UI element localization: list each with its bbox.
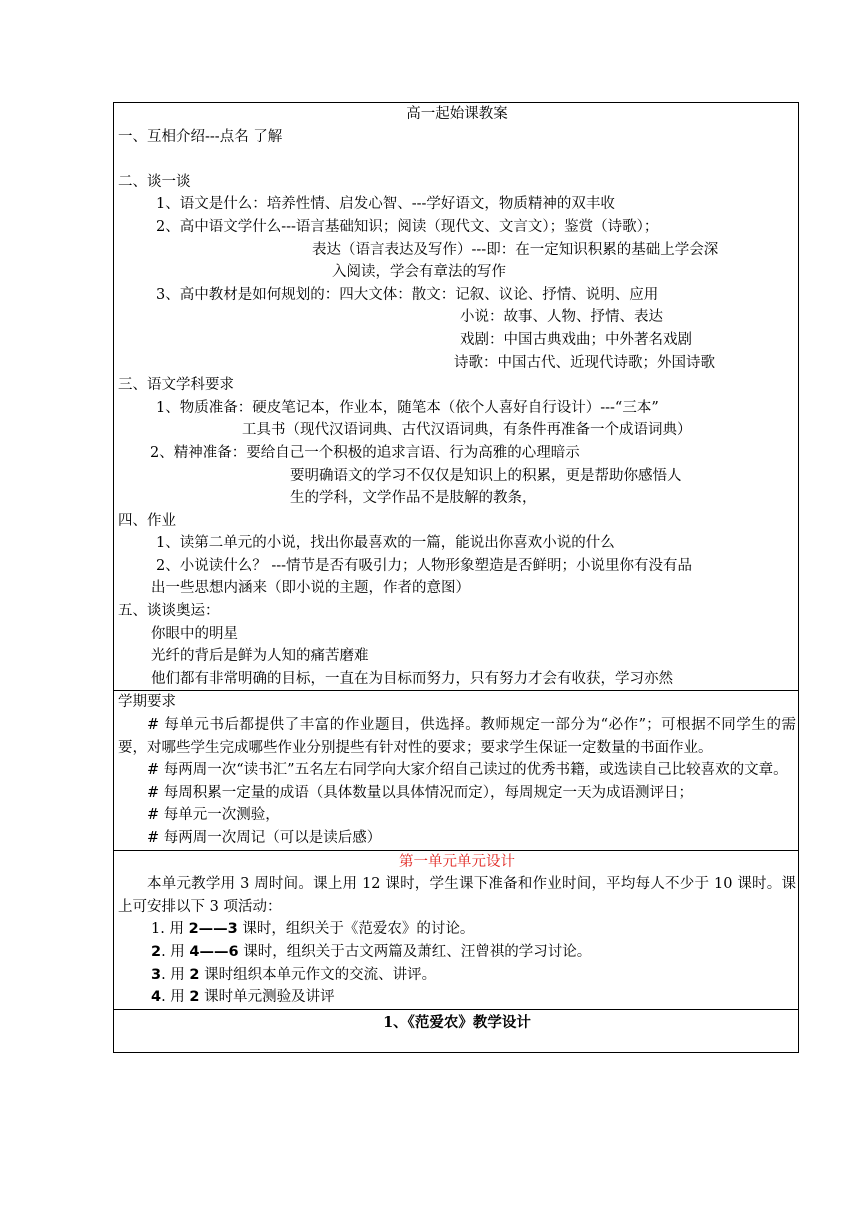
heading-requirements: 三、语文学科要求	[118, 377, 234, 394]
activity-number: 4	[151, 989, 162, 1006]
activity-text: 课时组织本单元作文的交流、讲评。	[199, 966, 437, 983]
section-title: 第一单元单元设计	[399, 853, 515, 870]
unit-intro-paragraph: 本单元教学用 3 周时间。课上用 12 课时，学生课下准备和作业时间，平均每人不少于 10 课时。课上可安排以下 3 项活动：	[118, 876, 796, 915]
activity-number: 1	[151, 921, 161, 938]
activity-number: 3	[151, 966, 162, 983]
activity-text: 课时单元测验及讲评	[199, 989, 335, 1006]
text-line: 3、高中教材是如何规划的：四大文体：散文：记叙、议论、抒情、说明、应用	[156, 286, 659, 303]
text-line: 工具书（现代汉语词典、古代汉语词典，有条件再准备一个成语词典）	[242, 422, 692, 439]
text-line: 1、语文是什么：培养性情、启发心智、---学好语文，物质精神的双丰收	[156, 196, 615, 213]
heading-discuss: 二、谈一谈	[118, 173, 191, 190]
text-line: 要明确语文的学习不仅仅是知识上的积累，更是帮助你感悟人	[290, 467, 682, 484]
activity-item	[118, 964, 796, 987]
heading-introduce: 一、互相介绍---点名 了解	[118, 128, 283, 145]
text-line: 诗歌：中国古代、近现代诗歌；外国诗歌	[454, 354, 715, 371]
requirement-paragraph: # 每单元一次测验，	[147, 807, 280, 824]
activity-item	[118, 986, 796, 1009]
text-line: 戏剧：中国古典戏曲；中外著名戏剧	[460, 331, 692, 348]
text-line: 1、物质准备：硬皮笔记本，作业本，随笔本（依个人喜好自行设计）---“三本”	[156, 399, 659, 416]
activity-hours: 4——6	[189, 943, 239, 960]
activity-hours: 2	[189, 966, 200, 983]
text-line: 生的学科，文学作品不是肢解的教条，	[290, 490, 537, 507]
requirement-paragraph: # 每两周一次周记（可以是读后感）	[147, 830, 382, 846]
section-title: 学期要求	[118, 694, 176, 711]
text-line: 2、高中语文学什么---语言基础知识；阅读（现代文、文言文）；鉴赏（诗歌）；	[156, 218, 659, 235]
activity-text: 课时，组织关于古文两篇及萧红、汪曾祺的学习讨论。	[238, 943, 592, 960]
section-unit-one-design	[114, 850, 799, 1009]
text-line: 1、读第二单元的小说，找出你最喜欢的一篇，能说出你喜欢小说的什么	[156, 535, 615, 552]
text-line: 他们都有非常明确的目标，一直在为目标而努力，只有努力才会有收获，学习亦然	[151, 670, 673, 687]
activity-text: . 用	[161, 989, 190, 1006]
requirement-paragraph: # 每两周一次“读书汇”五名左右同学向大家介绍自己读过的优秀书籍，或选读自己比较喜欢的文章。	[147, 762, 788, 779]
activity-item	[118, 918, 796, 941]
text-line: 入阅读，学会有章法的写作	[332, 264, 506, 281]
requirement-paragraph: # 每单元书后都提供了丰富的作业题目，供选择。教师规定一部分为“必作”；可根据不同学生的需要，对哪些学生完成哪些作业分别提些有针对性的要求；要求学生保证一定数量的书面作业。	[118, 717, 796, 756]
section-semester-requirements	[114, 691, 799, 850]
lesson-plan-table	[113, 102, 799, 1053]
activity-number: 2	[151, 943, 162, 960]
activity-item	[118, 941, 796, 964]
text-line: 小说：故事、人物、抒情、表达	[460, 309, 663, 326]
heading-olympics: 五、谈谈奥运：	[118, 603, 220, 620]
text-line: 你眼中的明星	[151, 625, 238, 642]
requirement-paragraph: # 每周积累一定量的成语（具体数量以具体情况而定），每周规定一天为成语测评日；	[147, 784, 694, 801]
text-line: 表达（语言表达及写作）---即：在一定知识积累的基础上学会深	[312, 241, 719, 258]
section-title: 高一起始课教案	[406, 106, 508, 122]
section-opening-lesson	[114, 103, 799, 691]
text-line: 2、精神准备：要给自己一个积极的追求言语、行为高雅的心理暗示	[150, 444, 580, 461]
section-fan-ainong	[114, 1009, 799, 1052]
activity-text: 课时，组织关于《范爱农》的讨论。	[237, 921, 475, 938]
activity-text: . 用	[161, 943, 190, 960]
document-page	[113, 102, 799, 1053]
activity-text: . 用	[160, 921, 189, 938]
text-line: 光纤的背后是鲜为人知的痛苦磨难	[151, 648, 369, 665]
heading-homework: 四、作业	[118, 512, 176, 529]
text-line: 出一些思想内涵来（即小说的主题，作者的意图）	[151, 580, 470, 597]
activity-text: . 用	[161, 966, 190, 983]
section-title: 1、《范爱农》教学设计	[383, 1013, 531, 1031]
text-line: 2、小说读什么？ ---情节是否有吸引力；人物形象塑造是否鲜明；小说里你有没有品	[156, 557, 693, 574]
blank-line	[118, 148, 796, 171]
activity-hours: 2——3	[188, 921, 238, 938]
activity-hours: 2	[189, 989, 200, 1006]
